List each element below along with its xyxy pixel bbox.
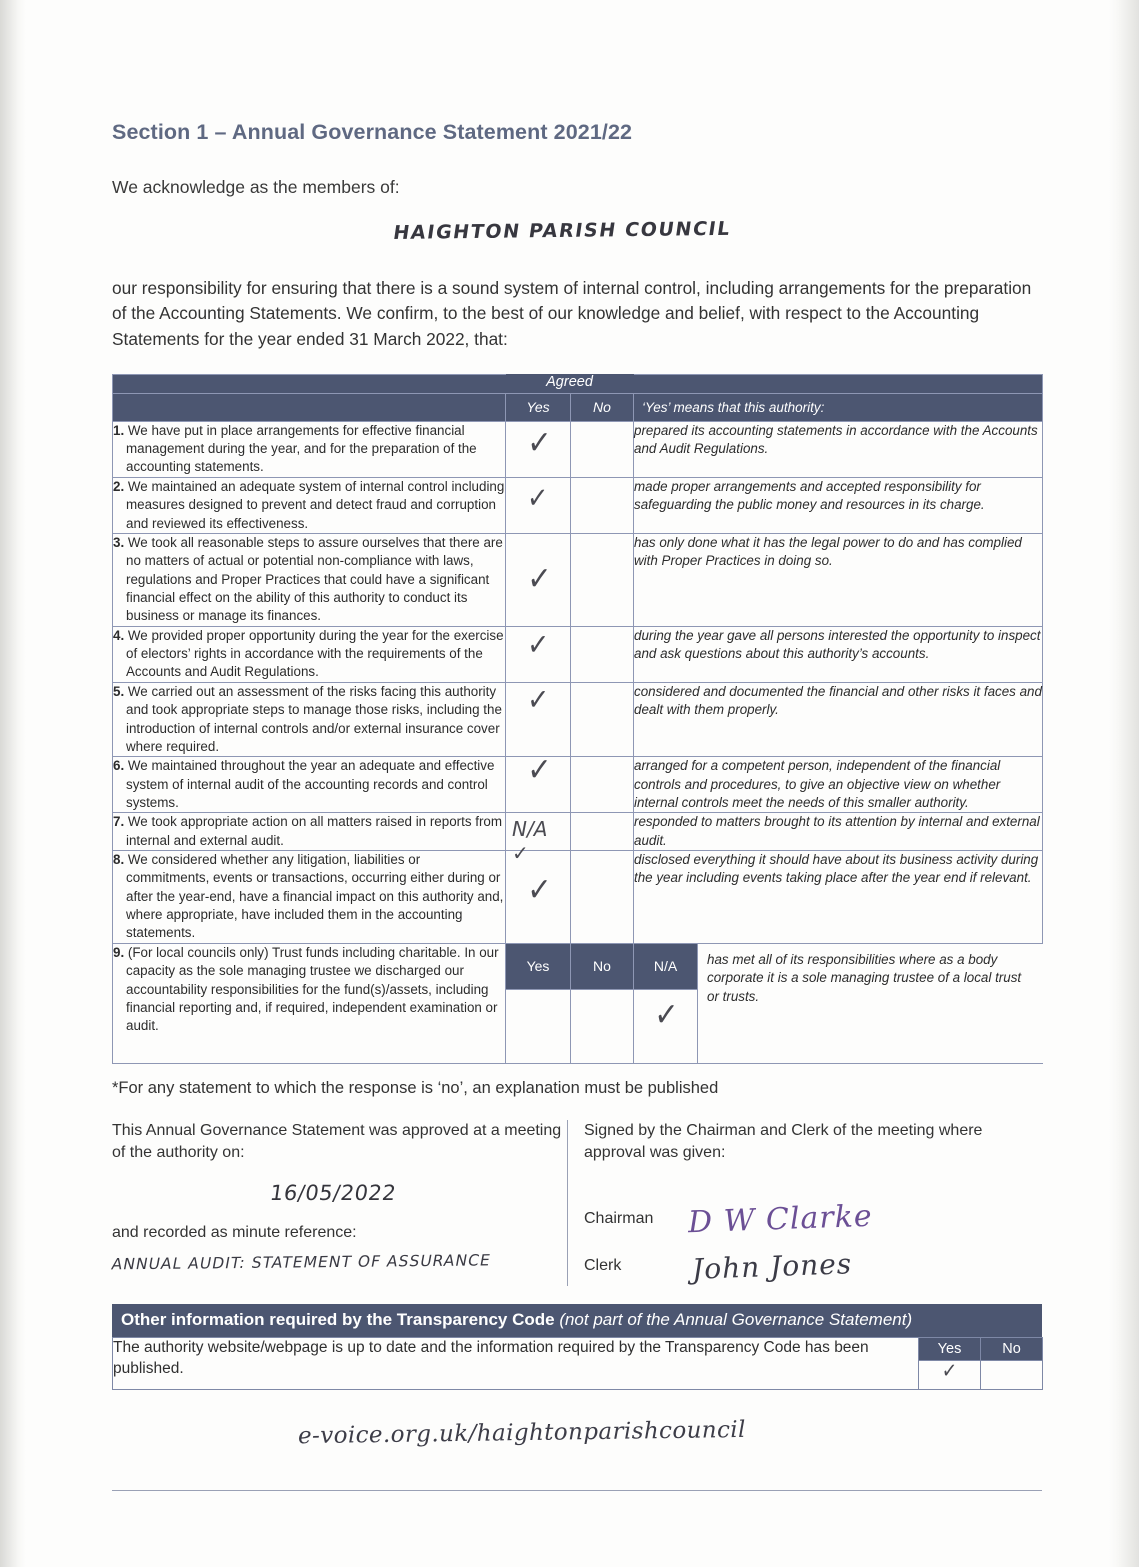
approval-block	[112, 1120, 1042, 1286]
statement-text-2: We maintained an adequate system of internal control including measures designed to prevent and detect fraud and corruption and reviewed its effectiveness.	[126, 478, 505, 531]
statement-text-5: We carried out an assessment of the risks facing this authority and took appropriate steps to manage those risks, including the introduction of internal controls and/or external insurance cover where required.	[126, 683, 502, 754]
statement-text-1: We have put in place arrangements for effective financial management during the year, and for the preparation of the accounting statements.	[126, 422, 477, 475]
subheader-no: No	[571, 393, 634, 421]
statement-text-9: (For local councils only) Trust funds including charitable. In our capacity as the sole managing trustee we discharged our accountability responsibilities for the fund(s)/assets, including financial reporting and, if required, independent examination or audit.	[126, 944, 499, 1034]
row-number-4: 4.	[113, 627, 125, 643]
clerk-signature-row	[584, 1247, 1042, 1286]
footnote-no-explanation: *For any statement to which the response is ‘no’, an explanation must be published	[112, 1078, 719, 1097]
header-blank-cell	[113, 374, 506, 393]
meaning-cell-8: disclosed everything it should have about its business activity during the year including events taking place after the year end if relevant.	[634, 851, 1043, 944]
no-checkbox-3[interactable]	[571, 533, 634, 626]
row9-na-label: N/A	[634, 944, 697, 990]
transparency-yes-cell[interactable]	[919, 1337, 981, 1389]
table-header-row	[113, 374, 1043, 393]
row-number-3: 3.	[113, 534, 125, 550]
row-number-9: 9.	[113, 944, 125, 960]
no-checkbox-8[interactable]	[571, 851, 634, 944]
subheader-blank	[113, 393, 506, 421]
check-mark-icon: ✓	[526, 749, 553, 792]
signed-by-text: Signed by the Chairman and Clerk of the meeting where approval was given:	[584, 1121, 983, 1162]
subheader-yes: Yes	[506, 393, 571, 421]
table-row	[113, 682, 1043, 756]
yes-checkbox-5[interactable]	[506, 682, 571, 756]
footer-divider	[112, 1490, 1042, 1491]
statement-cell-4	[113, 626, 506, 682]
meaning-cell-2: made proper arrangements and accepted responsibility for safeguarding the public money and resources in its charge.	[634, 477, 1043, 533]
chairman-label: Chairman	[584, 1210, 654, 1228]
row-number-6: 6.	[113, 758, 125, 774]
scan-edge-right	[1109, 0, 1139, 1567]
row9-no-label: No	[571, 944, 633, 990]
statement-cell-9	[113, 943, 506, 1063]
scan-edge-left	[0, 0, 26, 1567]
transparency-no-cell[interactable]	[981, 1337, 1043, 1389]
chairman-signature: D W Clarke	[687, 1198, 874, 1240]
row-number-5: 5.	[113, 683, 125, 699]
approval-meeting-text: This Annual Governance Statement was approved at a meeting of the authority on:	[112, 1121, 562, 1162]
meaning-cell-4: during the year gave all persons interested the opportunity to inspect and ask questions about this authority’s accounts.	[634, 626, 1043, 682]
check-mark-icon: ✓	[526, 557, 553, 600]
na-checkbox-9[interactable]	[634, 943, 1043, 1063]
subheader-meaning: ‘Yes’ means that this authority:	[634, 393, 1043, 421]
meaning-cell-6: arranged for a competent person, independent of the financial controls and procedures, to give an objective view on whether internal controls meet the needs of this smaller authority.	[634, 757, 1043, 813]
yes-checkbox-2[interactable]	[506, 477, 571, 533]
statement-text-8: We considered whether any litigation, liabilities or commitments, events or transactions, occurring either during or after the year-end, have a financial impact on this authority and, where appropriate, have included them in the accounting statements.	[126, 852, 504, 941]
chairman-signature-row	[584, 1199, 1042, 1241]
page-title: Section 1 – Annual Governance Statement 2021/22	[112, 120, 633, 144]
no-checkbox-6[interactable]	[571, 757, 634, 813]
statement-text-6: We maintained throughout the year an adequate and effective system of internal audit of the accounting records and control systems.	[126, 758, 495, 810]
statement-cell-3	[113, 533, 506, 626]
no-checkbox-4[interactable]	[571, 626, 634, 682]
statement-cell-2	[113, 477, 506, 533]
row9-no-cell[interactable]	[571, 990, 633, 1063]
minute-reference-label: and recorded as minute reference:	[112, 1223, 357, 1241]
yes-checkbox-6[interactable]	[506, 749, 571, 813]
table-row-trust-funds	[113, 943, 1043, 1063]
meaning-cell-5: considered and documented the financial and other risks it faces and dealt with them properly.	[634, 682, 1043, 756]
statement-cell-6	[113, 757, 506, 813]
meaning-cell-1: prepared its accounting statements in accordance with the Accounts and Audit Regulations.	[634, 421, 1043, 477]
check-mark-icon: ✓	[526, 869, 553, 911]
yes-checkbox-8[interactable]	[506, 851, 571, 944]
no-checkbox-1[interactable]	[571, 421, 634, 477]
approval-right-column	[584, 1120, 1042, 1286]
no-checkbox-5[interactable]	[571, 682, 634, 756]
meaning-cell-3: has only done what it has the legal power to do and has complied with Proper Practices in doing so.	[634, 533, 1043, 626]
statement-text-7: We took appropriate action on all matters raised in reports from internal and external audit.	[126, 814, 503, 848]
header-spacer	[634, 374, 1043, 393]
minute-reference-handwritten: ANNUAL AUDIT: STATEMENT OF ASSURANCE	[110, 1251, 493, 1274]
transparency-code-section	[112, 1304, 1042, 1390]
table-row	[113, 626, 1043, 682]
document-content	[112, 0, 1042, 1491]
transparency-yes-label: Yes	[919, 1338, 980, 1361]
transparency-no-checkbox[interactable]	[981, 1361, 1042, 1389]
meaning-cell-9: has met all of its responsibilities where as a body corporate it is a sole managing trustee of a local trust or trusts.	[707, 951, 1022, 1004]
intro-paragraph: our responsibility for ensuring that there is a sound system of internal control, including arrangements for the preparation of the Accounting Statements. We confirm, to the best of our knowledge and belief, with respect to the Accounting Statements for the year ended 31 March 2022, that:	[112, 278, 1032, 349]
statement-cell-8	[113, 851, 506, 944]
row9-yes-label: Yes	[506, 944, 570, 990]
yes-checkbox-4[interactable]	[506, 626, 571, 682]
table-row	[113, 421, 1043, 477]
clerk-label: Clerk	[584, 1256, 622, 1274]
transparency-title	[112, 1304, 1042, 1337]
na-check-mark-icon: N/A ✓	[512, 817, 548, 866]
check-mark-icon: ✓	[526, 479, 549, 517]
website-url-handwritten: e-voice.org.uk/haightonparishcouncil	[297, 1416, 747, 1449]
statement-cell-1	[113, 421, 506, 477]
statement-text-3: We took all reasonable steps to assure ourselves that there are no matters of actual or potential non-compliance with laws, regulations and Proper Practices that could have a significant financial effect on the ability of this authority to conduct its business or manage its finances.	[126, 534, 503, 624]
row9-na-cell[interactable]	[634, 990, 697, 1063]
transparency-yes-checkbox[interactable]	[919, 1357, 980, 1389]
table-row	[113, 533, 1043, 626]
check-mark-icon: ✓	[526, 625, 550, 664]
clerk-signature: John Jones	[691, 1246, 853, 1286]
table-row	[113, 757, 1043, 813]
table-row	[113, 477, 1043, 533]
table-row	[113, 851, 1043, 944]
transparency-title-italic: (not part of the Annual Governance Statement)	[554, 1309, 913, 1329]
header-agreed: Agreed	[506, 374, 634, 393]
row-number-7: 7.	[113, 814, 125, 830]
transparency-statement: The authority website/webpage is up to date and the information required by the Transparency Code has been published.	[113, 1337, 919, 1389]
no-checkbox-2[interactable]	[571, 477, 634, 533]
acknowledge-line: We acknowledge as the members of:	[112, 177, 400, 197]
table-subheader-row	[113, 393, 1043, 421]
yes-checkbox-3[interactable]	[506, 533, 571, 626]
approval-left-column	[112, 1120, 567, 1286]
check-mark-icon: ✓	[653, 993, 680, 1036]
approval-date-handwritten: 16/05/2022	[268, 1180, 398, 1205]
no-checkbox-9[interactable]	[571, 943, 634, 1063]
yes-checkbox-7[interactable]	[506, 813, 571, 866]
check-mark-icon: ✓	[940, 1357, 958, 1385]
yes-checkbox-1[interactable]	[506, 421, 571, 477]
transparency-table	[112, 1337, 1043, 1390]
statement-cell-5	[113, 682, 506, 756]
row-number-1: 1.	[113, 422, 125, 438]
check-mark-icon: ✓	[526, 680, 550, 719]
row-number-2: 2.	[113, 478, 125, 494]
authority-name-handwritten: HAIGHTON PARISH COUNCIL	[391, 217, 733, 244]
yes-checkbox-9[interactable]	[506, 943, 571, 1063]
governance-statement-table	[112, 374, 1043, 1064]
transparency-no-label: No	[981, 1338, 1042, 1361]
transparency-title-bold: Other information required by the Transparency Code	[121, 1309, 555, 1329]
transparency-row	[113, 1337, 1043, 1389]
statement-text-4: We provided proper opportunity during the year for the exercise of electors’ rights in accordance with the requirements of the Accounts and Audit Regulations.	[126, 627, 504, 680]
check-mark-icon: ✓	[526, 421, 553, 464]
row9-yes-cell[interactable]	[506, 990, 570, 1063]
row-number-8: 8.	[113, 852, 125, 868]
meaning-cell-7: responded to matters brought to its attention by internal and external audit.	[634, 813, 1043, 851]
no-checkbox-7[interactable]	[571, 813, 634, 851]
table-row	[113, 813, 1043, 851]
statement-cell-7	[113, 813, 506, 851]
